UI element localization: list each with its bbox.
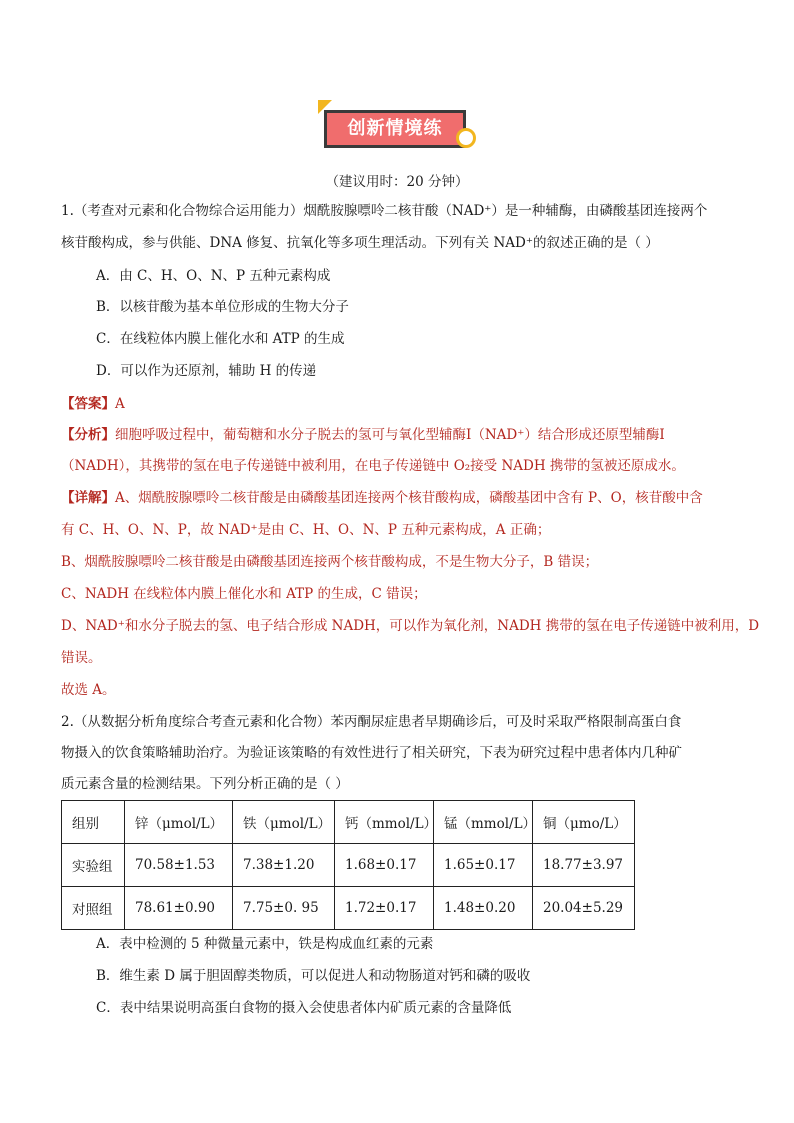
table-cell: 7.75±0. 95	[233, 887, 335, 930]
table-header-cell: 组别	[62, 801, 125, 844]
q2-stem-line-1: 2.（从数据分析角度综合考查元素和化合物）苯丙酮尿症患者早期确诊后，可及时采取严格限制高蛋白食	[61, 714, 682, 730]
detail-tag: 【详解】	[61, 490, 115, 506]
suggested-time: （建议用时：20 分钟）	[325, 174, 469, 190]
q1-stem-line-2: 核苷酸构成，参与供能、DNA 修复、抗氧化等多项生理活动。下列有关 NAD⁺的叙述正确的是（ ）	[61, 235, 659, 251]
answer-value: A	[115, 396, 125, 412]
table-cell: 78.61±0.90	[125, 887, 233, 930]
q2-stem-line-3: 质元素含量的检测结果。下列分析正确的是（ ）	[61, 776, 349, 792]
table-cell: 1.65±0.17	[434, 844, 533, 887]
detail-text-1: A、烟酰胺腺嘌呤二核苷酸是由磷酸基团连接两个核苷酸构成，磷酸基团中含有 P、O，核苷酸中含	[115, 490, 703, 506]
q1-stem-line-1: 1.（考查对元素和化合物综合运用能力）烟酰胺腺嘌呤二核苷酸（NAD⁺）是一种辅酶，由磷酸基团连接两个	[61, 203, 708, 219]
banner-title: 创新情境练	[347, 118, 443, 139]
q1-option-b: B．以核苷酸为基本单位形成的生物大分子	[96, 299, 349, 315]
q2-option-a: A．表中检测的 5 种微量元素中，铁是构成血红素的元素	[96, 936, 434, 952]
q1-analysis-line-1	[61, 425, 665, 445]
table-cell: 1.72±0.17	[335, 887, 434, 930]
table-cell: 实验组	[62, 844, 125, 887]
table-cell: 7.38±1.20	[233, 844, 335, 887]
banner-ring-icon	[456, 128, 476, 148]
answer-tag: 【答案】	[61, 396, 115, 412]
q1-conclusion: 故选 A。	[61, 682, 116, 698]
q1-detail-line-6: 错误。	[61, 650, 102, 666]
table-header-cell: 铁（μmol/L）	[233, 801, 335, 844]
table-cell: 18.77±3.97	[533, 844, 635, 887]
q1-answer	[61, 394, 125, 414]
q1-option-d: D．可以作为还原剂，辅助 H 的传递	[96, 363, 317, 379]
q2-stem-line-2: 物摄入的饮食策略辅助治疗。为验证该策略的有效性进行了相关研究，下表为研究过程中患者体内几种矿	[61, 745, 682, 761]
q1-option-c: C．在线粒体内膜上催化水和 ATP 的生成	[96, 331, 345, 347]
table-cell: 70.58±1.53	[125, 844, 233, 887]
q2-option-b: B．维生素 D 属于胆固醇类物质，可以促进人和动物肠道对钙和磷的吸收	[96, 968, 531, 984]
mineral-table	[61, 800, 635, 930]
analysis-text-1: 细胞呼吸过程中，葡萄糖和水分子脱去的氢可与氧化型辅酶Ⅰ（NAD⁺）结合形成还原型辅酶Ⅰ	[115, 427, 665, 443]
section-banner	[318, 100, 478, 156]
table-header-cell: 铜（μmo/L）	[533, 801, 635, 844]
table-row	[62, 887, 635, 930]
table-cell: 对照组	[62, 887, 125, 930]
q1-detail-line-3: B、烟酰胺腺嘌呤二核苷酸是由磷酸基团连接两个核苷酸构成，不是生物大分子，B 错误；	[61, 554, 599, 570]
q2-option-c: C．表中结果说明高蛋白食物的摄入会使患者体内矿质元素的含量降低	[96, 1000, 512, 1016]
table-header-cell: 锌（μmol/L）	[125, 801, 233, 844]
table-cell: 1.48±0.20	[434, 887, 533, 930]
q1-analysis-line-2: （NADH），其携带的氢在电子传递链中被利用，在电子传递链中 O₂接受 NADH 携带的氢被还原成水。	[61, 458, 685, 474]
q1-detail-line-2: 有 C、H、O、N、P，故 NAD⁺是由 C、H、O、N、P 五种元素构成，A 正确；	[61, 522, 551, 538]
q1-detail-line-4: C、NADH 在线粒体内膜上催化水和 ATP 的生成，C 错误；	[61, 586, 427, 602]
analysis-tag: 【分析】	[61, 427, 115, 443]
table-header-cell: 钙（mmol/L）	[335, 801, 434, 844]
q1-detail-line-1	[61, 488, 703, 508]
q1-detail-line-5: D、NAD⁺和水分子脱去的氢、电子结合形成 NADH，可以作为氧化剂，NADH 携带的氢在电子传递链中被利用，D	[61, 618, 760, 634]
table-cell: 20.04±5.29	[533, 887, 635, 930]
table-header-row	[62, 801, 635, 844]
q1-option-a: A．由 C、H、O、N、P 五种元素构成	[96, 268, 331, 284]
table-cell: 1.68±0.17	[335, 844, 434, 887]
table-header-cell: 锰（mmol/L）	[434, 801, 533, 844]
table-row	[62, 844, 635, 887]
